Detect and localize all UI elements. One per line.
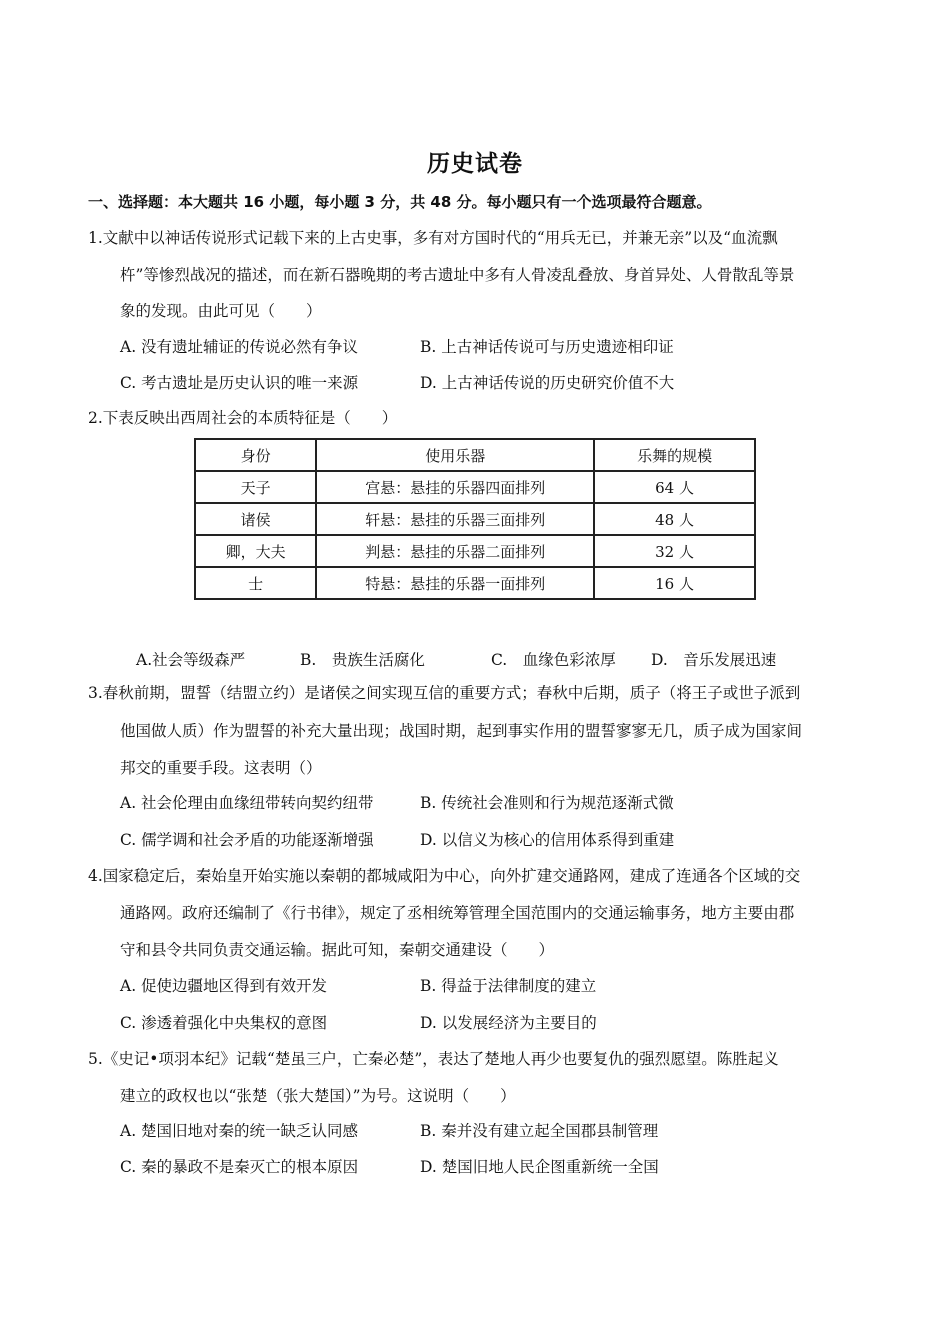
q5-option-a: A. 楚国旧地对秦的统一缺乏认同感: [120, 1122, 359, 1140]
q4-option-b: B. 得益于法律制度的建立: [420, 977, 597, 995]
q1-stem-line-1: 1.文献中以神话传说形式记载下来的上古史事，多有对方国时代的“用兵无已，并兼无亲”以及“血流飘: [88, 229, 778, 247]
table-cell: 判悬：悬挂的乐器二面排列: [316, 535, 594, 567]
table-header-cell: 身份: [195, 439, 316, 471]
table-cell: 32 人: [594, 535, 755, 567]
q1-option-a: A. 没有遗址辅证的传说必然有争议: [120, 338, 359, 356]
section-heading: 一、选择题：本大题共 16 小题，每小题 3 分，共 48 分。每小题只有一个选项最符合题意。: [88, 193, 712, 211]
q3-stem-line-3: 邦交的重要手段。这表明（）: [120, 759, 322, 777]
q3-option-a: A. 社会伦理由血缘纽带转向契约纽带: [120, 794, 374, 812]
table-row: [195, 471, 755, 503]
table-cell: 士: [195, 567, 316, 599]
q2-option-c: C. 血缘色彩浓厚: [491, 651, 616, 669]
q4-stem-line-2: 通路网。政府还编制了《行书律》，规定了丞相统筹管理全国范围内的交通运输事务，地方主要由郡: [120, 904, 795, 922]
q4-option-a: A. 促使边疆地区得到有效开发: [120, 977, 328, 995]
q3-stem-line-1: 3.春秋前期，盟誓（结盟立约）是诸侯之间实现互信的重要方式；春秋中后期，质子（将王子或世子派到: [88, 684, 801, 702]
q1-option-d: D. 上古神话传说的历史研究价值不大: [420, 374, 675, 392]
table-row: [195, 535, 755, 567]
q1-stem-line-3: 象的发现。由此可见（ ）: [120, 302, 322, 320]
table-cell: 诸侯: [195, 503, 316, 535]
table-cell: 64 人: [594, 471, 755, 503]
q1-option-c: C. 考古遗址是历史认识的唯一来源: [120, 374, 359, 392]
table-cell: 轩悬：悬挂的乐器三面排列: [316, 503, 594, 535]
table-cell: 特悬：悬挂的乐器一面排列: [316, 567, 594, 599]
q3-option-b: B. 传统社会准则和行为规范逐渐式微: [420, 794, 674, 812]
q5-option-c: C. 秦的暴政不是秦灭亡的根本原因: [120, 1158, 359, 1176]
q3-stem-line-2: 他国做人质）作为盟誓的补充大量出现；战国时期，起到事实作用的盟誓寥寥无几，质子成为国家间: [120, 722, 803, 740]
table-row: [195, 503, 755, 535]
q1-option-b: B. 上古神话传说可与历史遗迹相印证: [420, 338, 674, 356]
table-cell: 卿，大夫: [195, 535, 316, 567]
exam-title: 历史试卷: [427, 151, 523, 177]
q2-option-b: B. 贵族生活腐化: [300, 651, 425, 669]
q5-option-d: D. 楚国旧地人民企图重新统一全国: [420, 1158, 659, 1176]
table-cell: 16 人: [594, 567, 755, 599]
q5-stem-line-1: 5.《史记•项羽本纪》记载“楚虽三户，亡秦必楚”，表达了楚地人再少也要复仇的强烈愿望。陈胜起义: [88, 1050, 779, 1068]
q4-option-c: C. 渗透着强化中央集权的意图: [120, 1014, 328, 1032]
q2-option-a: A.社会等级森严: [136, 651, 246, 669]
q4-stem-line-3: 守和县令共同负责交通运输。据此可知，秦朝交通建设（ ）: [120, 941, 555, 959]
q5-stem-line-2: 建立的政权也以“张楚（张大楚国）”为号。这说明（ ）: [120, 1087, 516, 1105]
table-cell: 宫悬：悬挂的乐器四面排列: [316, 471, 594, 503]
q5-option-b: B. 秦并没有建立起全国郡县制管理: [420, 1122, 659, 1140]
q4-stem-line-1: 4.国家稳定后，秦始皇开始实施以秦朝的都城咸阳为中心，向外扩建交通路网，建成了连通各个区域的交: [88, 867, 801, 885]
q3-option-d: D. 以信义为核心的信用体系得到重建: [420, 831, 675, 849]
q2-option-d: D. 音乐发展迅速: [651, 651, 777, 669]
table-header-row: [195, 439, 755, 471]
table-cell: 天子: [195, 471, 316, 503]
q4-option-d: D. 以发展经济为主要目的: [420, 1014, 597, 1032]
q2-table: [194, 438, 756, 600]
table-cell: 48 人: [594, 503, 755, 535]
table-row: [195, 567, 755, 599]
table-header-cell: 使用乐器: [316, 439, 594, 471]
table-header-cell: 乐舞的规模: [594, 439, 755, 471]
q2-stem: 2.下表反映出西周社会的本质特征是（ ）: [88, 409, 398, 427]
q1-stem-line-2: 杵”等惨烈战况的描述，而在新石器晚期的考古遗址中多有人骨凌乱叠放、身首异处、人骨散乱等景: [120, 266, 795, 284]
q3-option-c: C. 儒学调和社会矛盾的功能逐渐增强: [120, 831, 374, 849]
